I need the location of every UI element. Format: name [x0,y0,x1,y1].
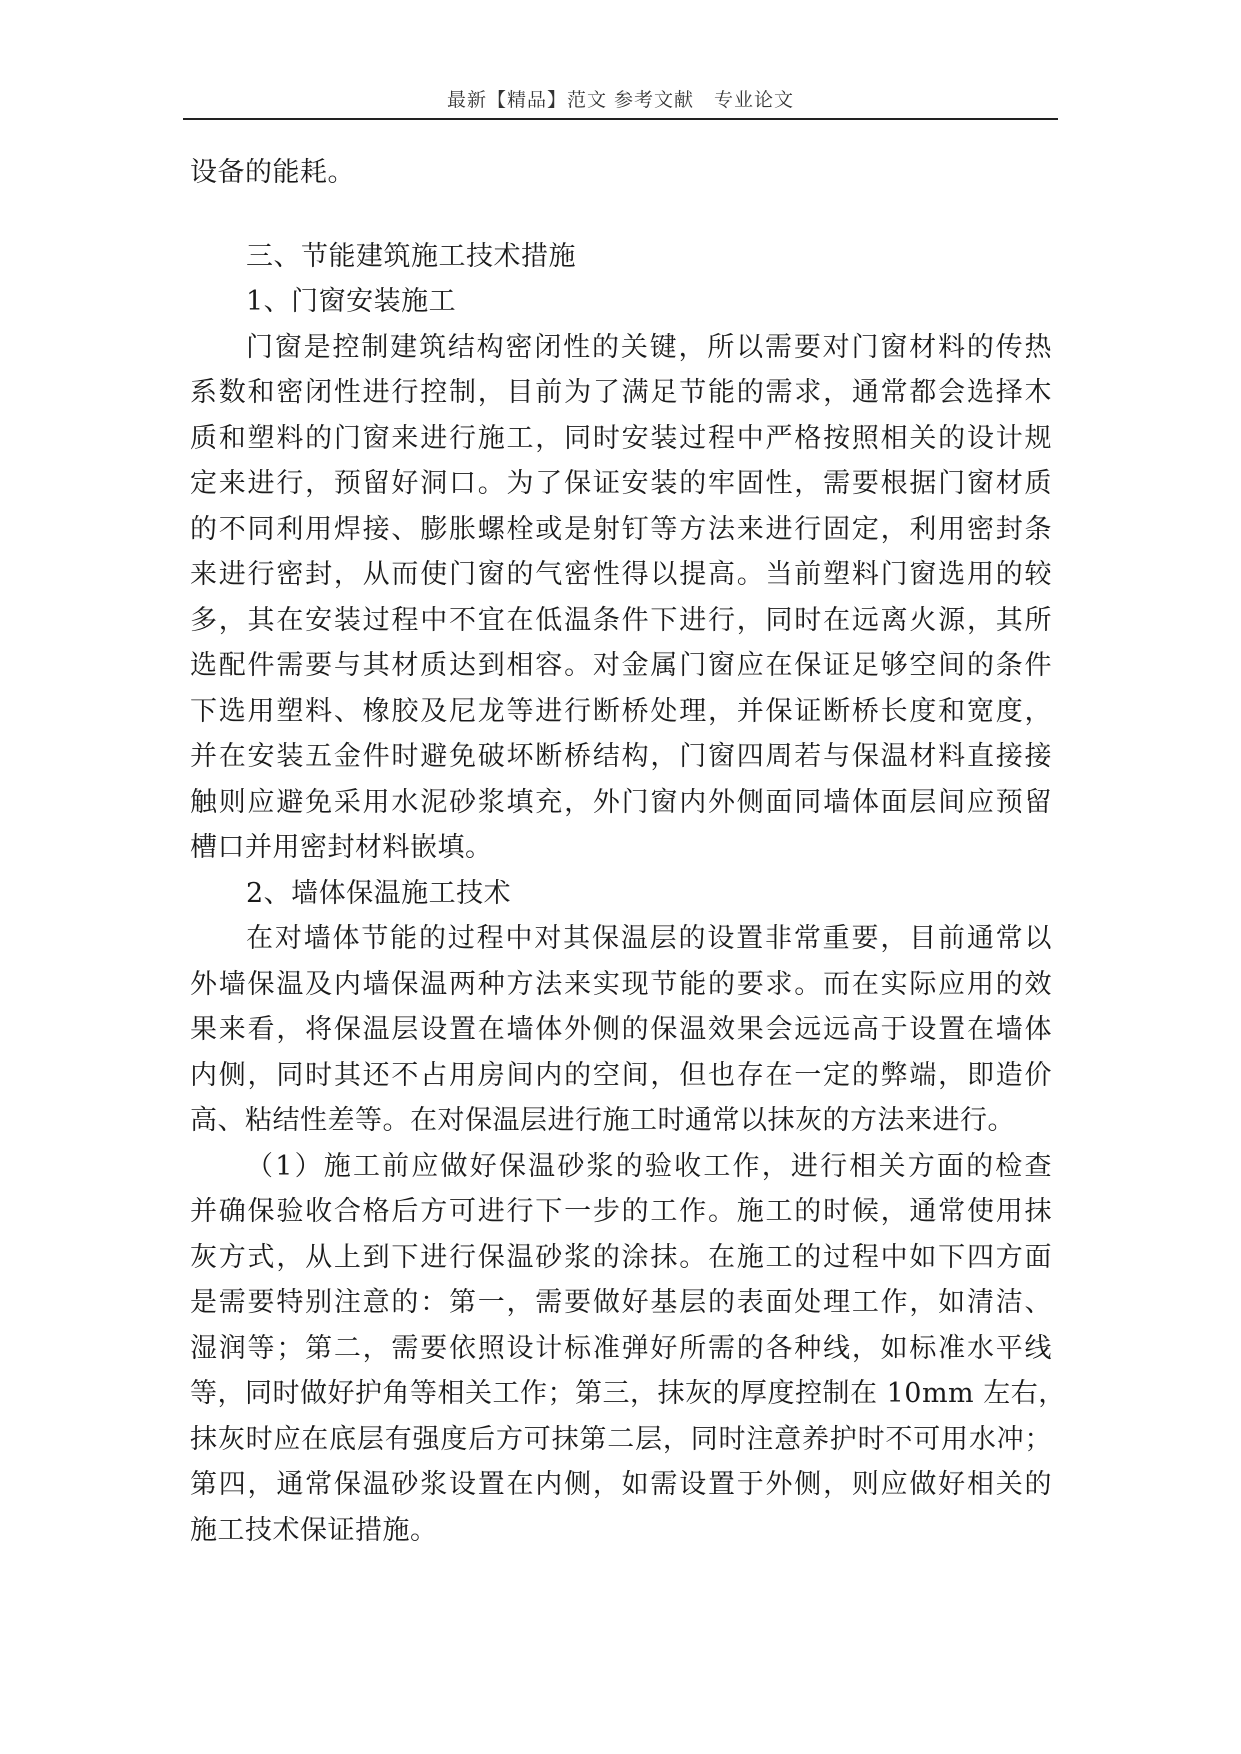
text-line: 定来进行，预留好洞口。为了保证安装的牢固性，需要根据门窗材质 [190,468,1052,499]
text-line: 施工技术保证措施。 [190,1514,438,1546]
text-line: 灰方式，从上到下进行保温砂浆的涂抹。在施工的过程中如下四方面 [190,1241,1052,1273]
text-line: 等，同时做好护角等相关工作；第三，抹灰的厚度控制在 10mm 左右， [190,1378,1066,1409]
document-body [190,150,1066,1553]
text-line: 系数和密闭性进行控制，目前为了满足节能的需求，通常都会选择木 [190,377,1052,408]
text-line: 抹灰时应在底层有强度后方可抹第二层，同时注意养护时不可用水冲； [190,1423,1052,1455]
text-line: 在对墙体节能的过程中对其保温层的设置非常重要，目前通常以 [246,923,1052,954]
text-line: 触则应避免采用水泥砂浆填充，外门窗内外侧面同墙体面层间应预留 [190,786,1052,818]
paragraph-gap [190,196,1052,234]
text-line: 质和塑料的门窗来进行施工，同时安装过程中严格按照相关的设计规 [190,422,1052,454]
text-line: 是需要特别注意的：第一，需要做好基层的表面处理工作，如清洁、 [190,1287,1052,1318]
text-line: （1）施工前应做好保温砂浆的验收工作，进行相关方面的检查 [246,1150,1052,1182]
text-line: 湿润等；第二，需要依照设计标准弹好所需的各种线，如标准水平线 [190,1332,1052,1364]
text-line: 三、节能建筑施工技术措施 [246,240,576,272]
text-line: 并在安装五金件时避免破坏断桥结构，门窗四周若与保温材料直接接 [190,741,1052,772]
text-line: 下选用塑料、橡胶及尼龙等进行断桥处理，并保证断桥长度和宽度， [190,695,1052,727]
text-line: 的不同利用焊接、膨胀螺栓或是射钉等方法来进行固定，利用密封条 [190,513,1052,545]
text-line: 并确保验收合格后方可进行下一步的工作。施工的时候，通常使用抹 [190,1196,1052,1227]
text-line: 高、粘结性差等。在对保温层进行施工时通常以抹灰的方法来进行。 [190,1105,1015,1136]
text-line: 设备的能耗。 [190,157,355,188]
text-line: 内侧，同时其还不占用房间内的空间，但也存在一定的弊端，即造价 [190,1059,1052,1091]
text-line: 果来看，将保温层设置在墙体外侧的保温效果会远远高于设置在墙体 [190,1014,1052,1045]
text-line: 外墙保温及内墙保温两种方法来实现节能的要求。而在实际应用的效 [190,968,1052,1000]
text-line: 第四，通常保温砂浆设置在内侧，如需设置于外侧，则应做好相关的 [190,1469,1052,1500]
text-line: 1、门窗安装施工 [246,286,457,317]
text-line: 选配件需要与其材质达到相容。对金属门窗应在保证足够空间的条件 [190,650,1052,681]
text-line: 槽口并用密封材料嵌填。 [190,832,493,863]
text-line: 多，其在安装过程中不宜在低温条件下进行，同时在远离火源，其所 [190,604,1052,636]
text-line: 门窗是控制建筑结构密闭性的关键，所以需要对门窗材料的传热 [246,331,1052,363]
text-line: 2、墙体保温施工技术 [246,877,512,909]
page-header: 最新【精品】范文 参考文献 专业论文 [183,86,1058,120]
text-line: 来进行密封，从而使门窗的气密性得以提高。当前塑料门窗选用的较 [190,559,1052,590]
